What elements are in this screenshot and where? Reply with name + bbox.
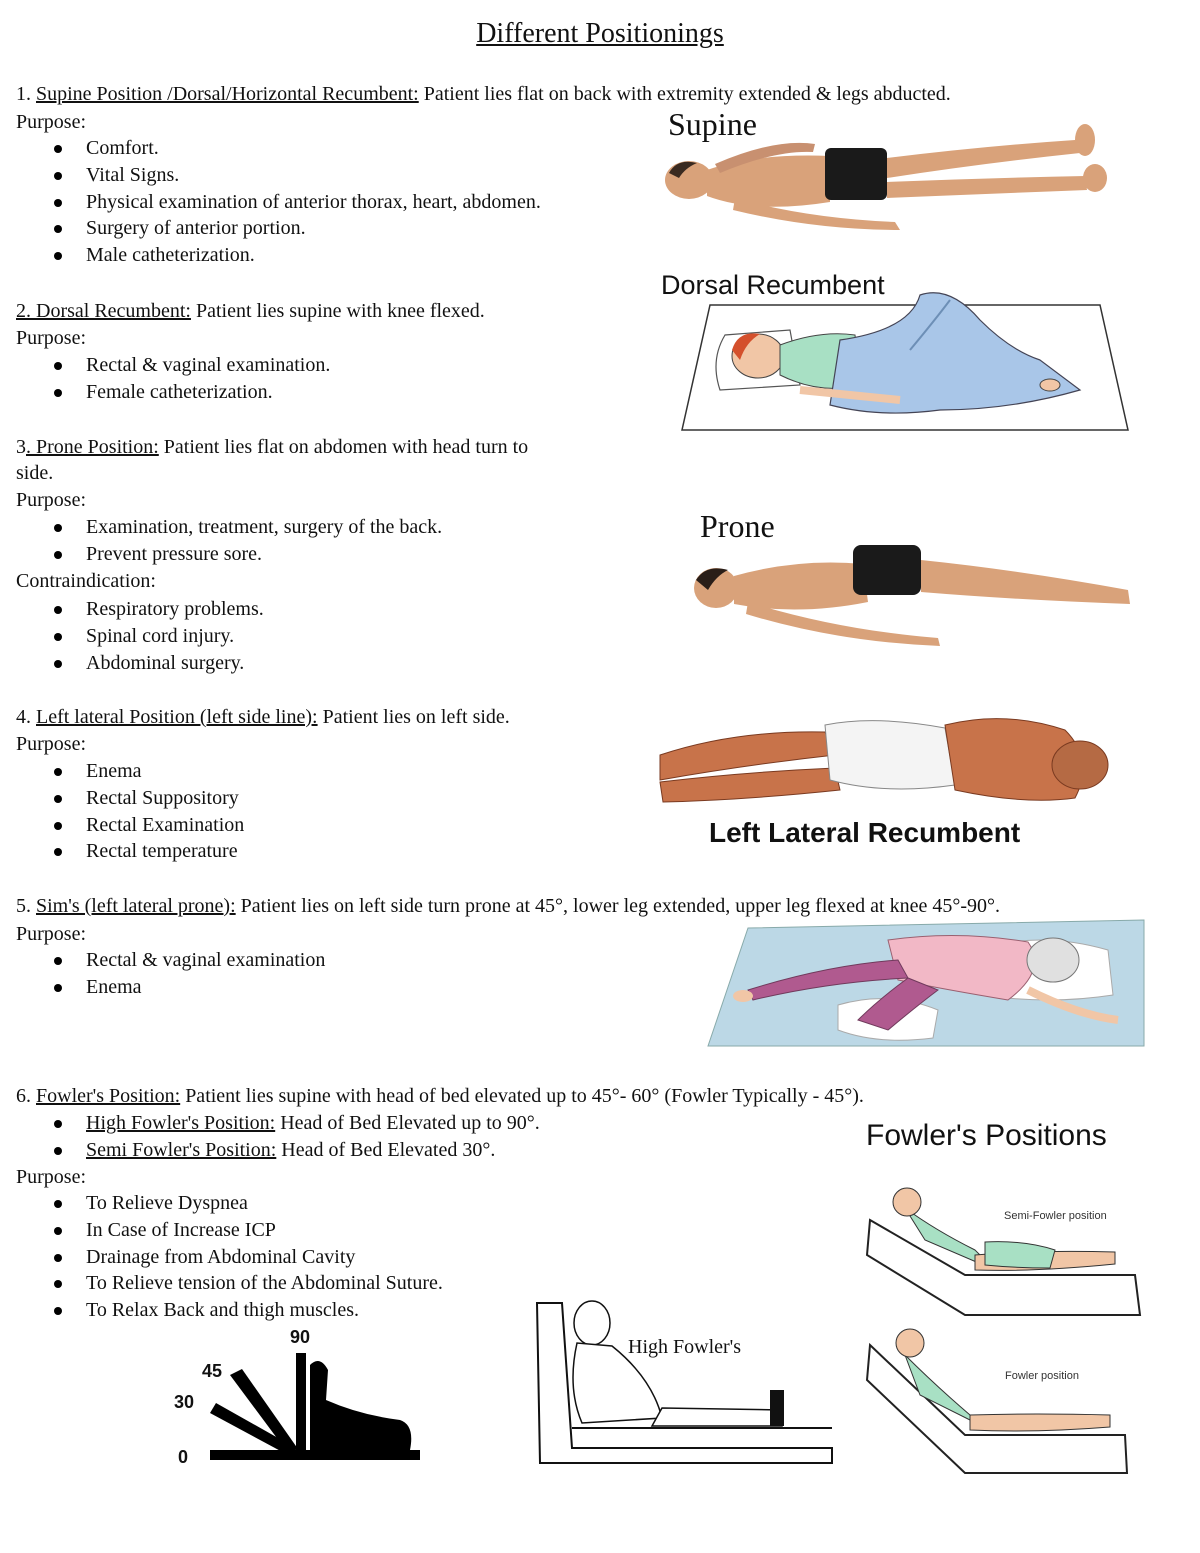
prone-image-caption: Prone [700, 508, 775, 544]
section-number: 4. [16, 706, 36, 728]
fowlers-purpose-label: Purpose: [16, 1166, 86, 1188]
angle-label-30: 30 [174, 1392, 195, 1412]
section-number: 1. [16, 83, 36, 105]
section-number: 5. [16, 895, 36, 917]
list-item: To Relieve Dyspnea [16, 1190, 443, 1217]
left-lateral-heading-line [16, 704, 510, 730]
semi-fowler-label: Semi-Fowler position [1004, 1210, 1107, 1222]
section-number: 6. [16, 1085, 36, 1107]
prone-purpose-list [16, 514, 442, 568]
list-item: Rectal Suppository [16, 785, 244, 812]
dorsal-description: Patient lies supine with knee flexed. [190, 300, 485, 322]
list-item: Spinal cord injury. [16, 623, 264, 650]
supine-illustration [655, 118, 1125, 253]
supine-image-caption: Supine [668, 106, 757, 142]
list-item [16, 1137, 540, 1164]
prone-description: Patient lies flat on abdomen with head turn to [158, 436, 529, 458]
high-fowler-illustration [532, 1298, 842, 1468]
fowlers-subtype-list [16, 1110, 540, 1164]
left-lateral-illustration [655, 710, 1115, 815]
list-item: Abdominal surgery. [16, 650, 264, 677]
supine-heading: Supine Position /Dorsal/Horizontal Recumbent: [36, 83, 419, 105]
angle-label-45: 45 [202, 1361, 223, 1381]
fowlers-heading: Fowler's Position: [36, 1085, 181, 1107]
list-item: Surgery of anterior portion. [16, 215, 541, 242]
list-item: Male catheterization. [16, 242, 541, 269]
page-title: Different Positionings [476, 18, 724, 49]
list-item: To Relieve tension of the Abdominal Suture. [16, 1270, 443, 1297]
sims-illustration [708, 920, 1144, 1048]
list-item: To Relax Back and thigh muscles. [16, 1297, 443, 1324]
fowler-illustration [865, 1325, 1135, 1480]
high-fowler-label: High Fowler's [628, 1336, 742, 1358]
prone-heading-line [16, 434, 528, 460]
subtype-name: Semi Fowler's Position: [86, 1138, 277, 1161]
list-item: Female catheterization. [16, 379, 330, 406]
dorsal-heading: . Dorsal Recumbent: [26, 300, 191, 322]
list-item: Drainage from Abdominal Cavity [16, 1244, 443, 1271]
dorsal-purpose-label: Purpose: [16, 327, 86, 349]
list-item: Rectal temperature [16, 838, 244, 865]
section-number: 3 [16, 436, 26, 458]
list-item: Enema [16, 758, 244, 785]
sims-heading-line [16, 893, 1000, 919]
supine-purpose-list [16, 135, 541, 269]
list-item: Rectal & vaginal examination [16, 947, 325, 974]
supine-heading-line [16, 81, 951, 107]
sims-purpose-list [16, 947, 325, 1001]
subtype-description: Head of Bed Elevated up to 90°. [275, 1112, 540, 1134]
list-item: Enema [16, 974, 325, 1001]
angle-label-90: 90 [290, 1327, 311, 1347]
dorsal-heading-line [16, 298, 485, 324]
dorsal-illustration [680, 290, 1130, 435]
list-item [16, 1110, 540, 1137]
fowlers-description: Patient lies supine with head of bed elevated up to 45°- 60° (Fowler Typically - 45°). [180, 1085, 864, 1107]
left-lateral-description: Patient lies on left side. [317, 706, 510, 728]
fowler-label: Fowler position [1005, 1370, 1079, 1382]
list-item: Examination, treatment, surgery of the back. [16, 514, 442, 541]
list-item: Rectal Examination [16, 812, 244, 839]
prone-description-continued: side. [16, 462, 54, 484]
left-lateral-heading: Left lateral Position (left side line): [36, 706, 318, 728]
prone-heading: . Prone Position: [26, 436, 159, 458]
left-lateral-purpose-list [16, 758, 244, 865]
subtype-description: Head of Bed Elevated 30°. [276, 1138, 496, 1161]
subtype-name: High Fowler's Position: [86, 1112, 276, 1134]
sims-heading: Sim's (left lateral prone): [36, 895, 236, 917]
left-lateral-image-caption: Left Lateral Recumbent [709, 817, 1021, 848]
list-item: Respiratory problems. [16, 596, 264, 623]
prone-illustration [688, 540, 1138, 650]
list-item: Rectal & vaginal examination. [16, 352, 330, 379]
list-item: Comfort. [16, 135, 541, 162]
sims-purpose-label: Purpose: [16, 923, 86, 945]
fowlers-heading-line [16, 1083, 864, 1109]
list-item: In Case of Increase ICP [16, 1217, 443, 1244]
list-item: Prevent pressure sore. [16, 541, 442, 568]
list-item: Vital Signs. [16, 162, 541, 189]
angle-label-0: 0 [178, 1447, 189, 1467]
list-item: Physical examination of anterior thorax, heart, abdomen. [16, 189, 541, 216]
semi-fowler-illustration [865, 1180, 1145, 1320]
fowlers-image-caption: Fowler's Positions [866, 1119, 1107, 1152]
left-lateral-purpose-label: Purpose: [16, 733, 86, 755]
supine-purpose-label: Purpose: [16, 111, 86, 133]
dorsal-image-caption: Dorsal Recumbent [661, 270, 885, 300]
prone-purpose-label: Purpose: [16, 489, 86, 511]
prone-contraindication-label: Contraindication: [16, 570, 156, 592]
dorsal-purpose-list [16, 352, 330, 406]
fowlers-purpose-list [16, 1190, 443, 1324]
sims-description: Patient lies on left side turn prone at 45°, lower leg extended, upper leg flexed at knee 45°-90°. [235, 895, 1000, 917]
supine-description: Patient lies flat on back with extremity extended & legs abducted. [418, 83, 951, 105]
prone-contraindication-list [16, 596, 264, 676]
section-number: 2 [16, 300, 26, 322]
